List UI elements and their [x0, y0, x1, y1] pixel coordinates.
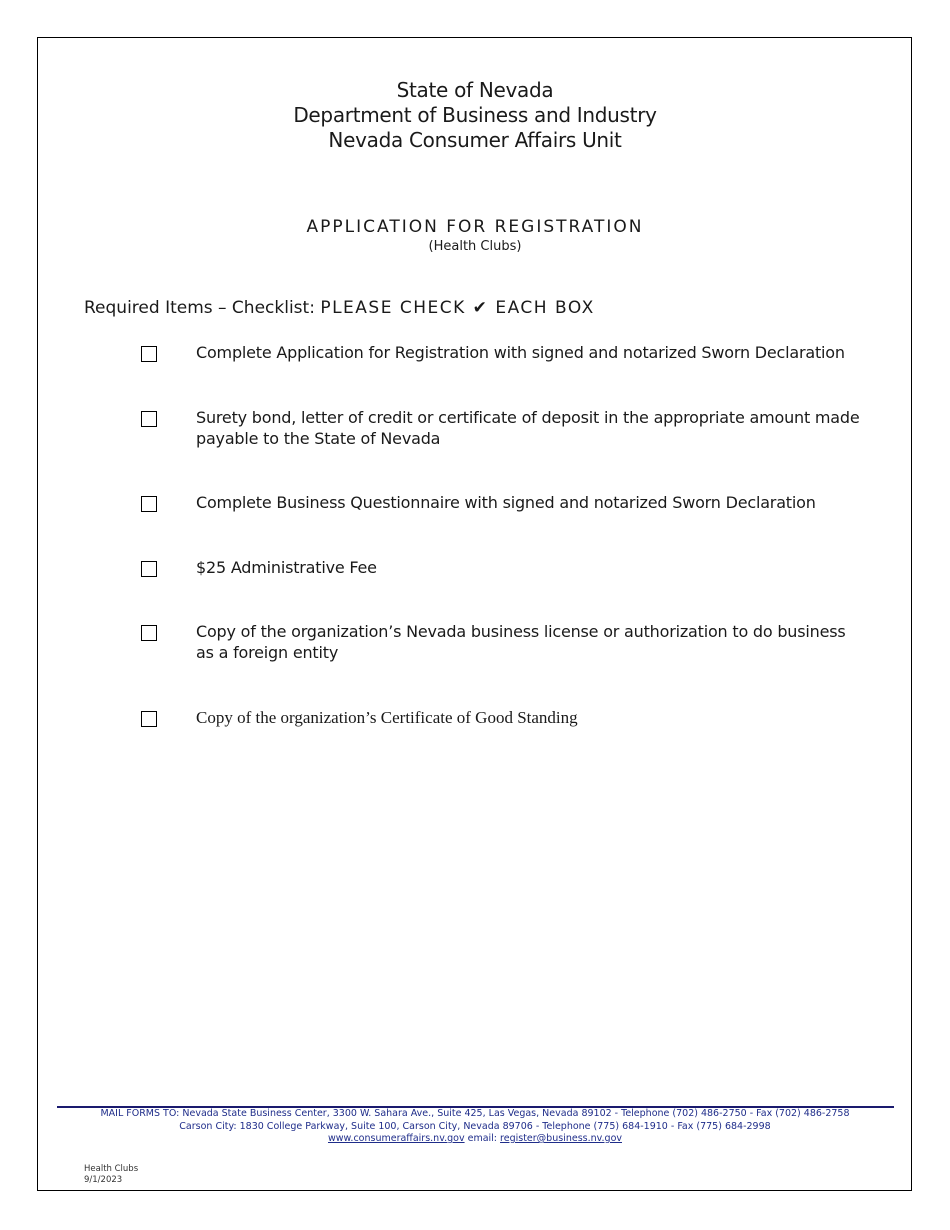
checklist-heading	[84, 297, 595, 319]
form-name: Health Clubs	[84, 1164, 139, 1174]
checkbox[interactable]	[141, 346, 157, 362]
mailing-footer	[0, 1108, 950, 1146]
header-state: State of Nevada	[396, 78, 554, 102]
checklist-item-text: $25 Administrative Fee	[196, 558, 377, 577]
agency-header	[0, 78, 950, 153]
checkbox[interactable]	[141, 561, 157, 577]
website-link[interactable]: www.consumeraffairs.nv.gov	[327, 1133, 465, 1144]
checkbox[interactable]	[141, 625, 157, 641]
footer-contact	[0, 1133, 950, 1146]
checklist-item-text: Copy of the organization’s Nevada business license or authorization to do business as a foreign entity	[196, 622, 846, 662]
checklist-item-text: Copy of the organization’s Certificate of Good Standing	[196, 708, 578, 727]
footer-las-vegas: MAIL FORMS TO: Nevada State Business Center, 3300 W. Sahara Ave., Suite 425, Las Vegas, Nevada 89102 - Telephone (702) 486-2750 - Fax (702) 486-2758	[100, 1108, 850, 1119]
checkbox[interactable]	[141, 496, 157, 512]
form-date: 9/1/2023	[84, 1175, 123, 1185]
header-unit: Nevada Consumer Affairs Unit	[328, 128, 622, 152]
page-border	[37, 37, 912, 1191]
checklist-item-text: Surety bond, letter of credit or certificate of deposit in the appropriate amount made payable to the State of Nevada	[196, 408, 860, 448]
checklist-item-text: Complete Business Questionnaire with signed and notarized Sworn Declaration	[196, 493, 816, 512]
checklist-item-text: Complete Application for Registration with signed and notarized Sworn Declaration	[196, 343, 845, 362]
checkbox[interactable]	[141, 411, 157, 427]
checklist-instruction: PLEASE CHECK ✔ EACH BOX	[320, 298, 595, 318]
email-link[interactable]: register@business.nv.gov	[500, 1133, 622, 1144]
form-title-main: APPLICATION FOR REGISTRATION	[306, 217, 644, 237]
email-label: email:	[467, 1133, 498, 1144]
form-identifier	[84, 1164, 138, 1186]
checklist-label: Required Items – Checklist:	[84, 298, 315, 318]
footer-carson-city: Carson City: 1830 College Parkway, Suite 100, Carson City, Nevada 89706 - Telephone (775) 684-1910 - Fax (775) 684-2998	[179, 1120, 771, 1132]
form-title	[0, 216, 950, 256]
header-department: Department of Business and Industry	[293, 103, 657, 127]
form-title-sub: (Health Clubs)	[428, 239, 522, 254]
checkbox[interactable]	[141, 711, 157, 727]
